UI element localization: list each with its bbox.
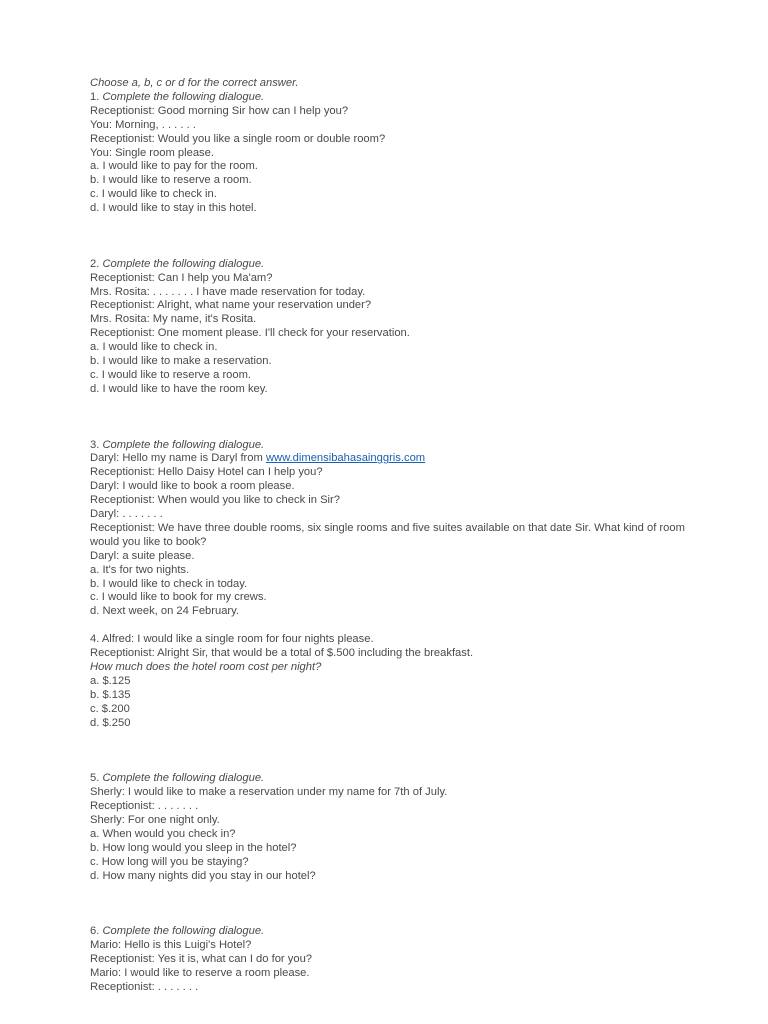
dialogue-line: Receptionist: . . . . . . . [90, 980, 199, 993]
answer-option-d: d. Next week, on 24 February. [90, 605, 240, 618]
answer-option-b: b. I would like to reserve a room. [90, 174, 252, 187]
spacer [90, 397, 690, 425]
dialogue-line: Daryl: I would like to book a room please. [90, 480, 295, 493]
dialogue-line: Receptionist: Hello Daisy Hotel can I help you? [90, 466, 323, 479]
answer-option-a: a. $.125 [90, 674, 131, 687]
dialogue-line: Daryl: a suite please. [90, 549, 195, 562]
dialogue-text: Daryl: Hello my name is Daryl from [90, 452, 266, 465]
question-4 [90, 633, 690, 730]
spacer [90, 244, 690, 258]
dialogue-line: Receptionist: Good morning Sir how can I help you? [90, 104, 349, 117]
question-5-header [90, 772, 690, 786]
answer-option-d: d. I would like to have the room key. [90, 382, 268, 395]
question-3 [90, 439, 690, 620]
question-number: 1. [90, 90, 100, 103]
question-5 [90, 772, 690, 883]
question-prompt: Complete the following dialogue. [102, 772, 265, 785]
question-prompt: Complete the following dialogue. [102, 257, 265, 270]
dialogue-line: Receptionist: . . . . . . . [90, 800, 199, 813]
question-6-header [90, 925, 690, 939]
dialogue-line: Sherly: I would like to make a reservation under my name for 7th of July. [90, 786, 448, 799]
spacer [90, 216, 690, 244]
dialogue-line: You: Morning, . . . . . . [90, 118, 196, 131]
spacer [90, 731, 690, 759]
answer-option-a: a. It's for two nights. [90, 563, 190, 576]
answer-option-a: a. When would you check in? [90, 827, 236, 840]
website-link[interactable]: www.dimensibahasainggris.com [265, 452, 426, 465]
spacer [90, 619, 690, 633]
question-number: 5. [90, 772, 100, 785]
answer-option-c: c. How long will you be staying? [90, 855, 249, 868]
answer-option-c: c. I would like to book for my crews. [90, 591, 267, 604]
dialogue-line: Receptionist: We have three double rooms, six single rooms and five suites available on that date Sir. What kind of room would you like to book? [90, 521, 685, 548]
spacer [90, 911, 690, 925]
dialogue-line [90, 452, 690, 466]
question-1 [90, 91, 690, 216]
spacer [90, 758, 690, 772]
dialogue-line: Mrs. Rosita: My name, it's Rosita. [90, 313, 257, 326]
dialogue-line: Mario: I would like to reserve a room please. [90, 966, 310, 979]
answer-option-a: a. I would like to pay for the room. [90, 160, 258, 173]
answer-option-b: b. I would like to make a reservation. [90, 355, 272, 368]
dialogue-line: Receptionist: When would you like to check in Sir? [90, 494, 340, 507]
instruction: Choose a, b, c or d for the correct answer. [90, 77, 299, 89]
answer-option-c: c. $.200 [90, 702, 130, 715]
question-2 [90, 258, 690, 397]
spacer [90, 425, 690, 439]
question-number: 2. [90, 257, 100, 270]
dialogue-line: Receptionist: Can I help you Ma'am? [90, 271, 273, 284]
dialogue-line: 4. Alfred: I would like a single room for four nights please. [90, 633, 374, 646]
answer-option-c: c. I would like to check in. [90, 188, 217, 201]
dialogue-line: Sherly: For one night only. [90, 813, 220, 826]
answer-option-a: a. I would like to check in. [90, 341, 218, 354]
dialogue-line: Receptionist: Would you like a single room or double room? [90, 132, 386, 145]
question-number: 3. [90, 438, 100, 451]
spacer [90, 883, 690, 911]
dialogue-line: Receptionist: Alright, what name your reservation under? [90, 299, 372, 312]
answer-option-c: c. I would like to reserve a room. [90, 369, 252, 381]
question-prompt: How much does the hotel room cost per night? [90, 660, 322, 673]
dialogue-line: You: Single room please. [90, 146, 214, 159]
answer-option-b: b. I would like to check in today. [90, 577, 248, 590]
dialogue-line: Receptionist: One moment please. I'll check for your reservation. [90, 327, 410, 340]
question-number: 6. [90, 925, 100, 938]
question-1-header [90, 91, 690, 105]
quiz-content [90, 77, 690, 995]
question-prompt: Complete the following dialogue. [102, 438, 265, 451]
answer-option-b: b. How long would you sleep in the hotel? [90, 841, 297, 854]
dialogue-line: Receptionist: Yes it is, what can I do for you? [90, 952, 313, 965]
dialogue-line: Daryl: . . . . . . . [90, 508, 163, 521]
question-2-header [90, 258, 690, 272]
question-prompt: Complete the following dialogue. [102, 925, 265, 938]
answer-option-d: d. I would like to stay in this hotel. [90, 202, 257, 215]
answer-option-d: d. How many nights did you stay in our hotel? [90, 869, 316, 882]
question-3-header [90, 439, 690, 453]
dialogue-line: Mrs. Rosita: . . . . . . . I have made reservation for today. [90, 285, 366, 298]
answer-option-b: b. $.135 [90, 688, 131, 701]
dialogue-line: Receptionist: Alright Sir, that would be a total of $.500 including the breakfast. [90, 647, 474, 660]
answer-option-d: d. $.250 [90, 716, 131, 729]
dialogue-line: Mario: Hello is this Luigi's Hotel? [90, 939, 252, 952]
question-6 [90, 925, 690, 995]
question-prompt: Complete the following dialogue. [102, 90, 265, 103]
